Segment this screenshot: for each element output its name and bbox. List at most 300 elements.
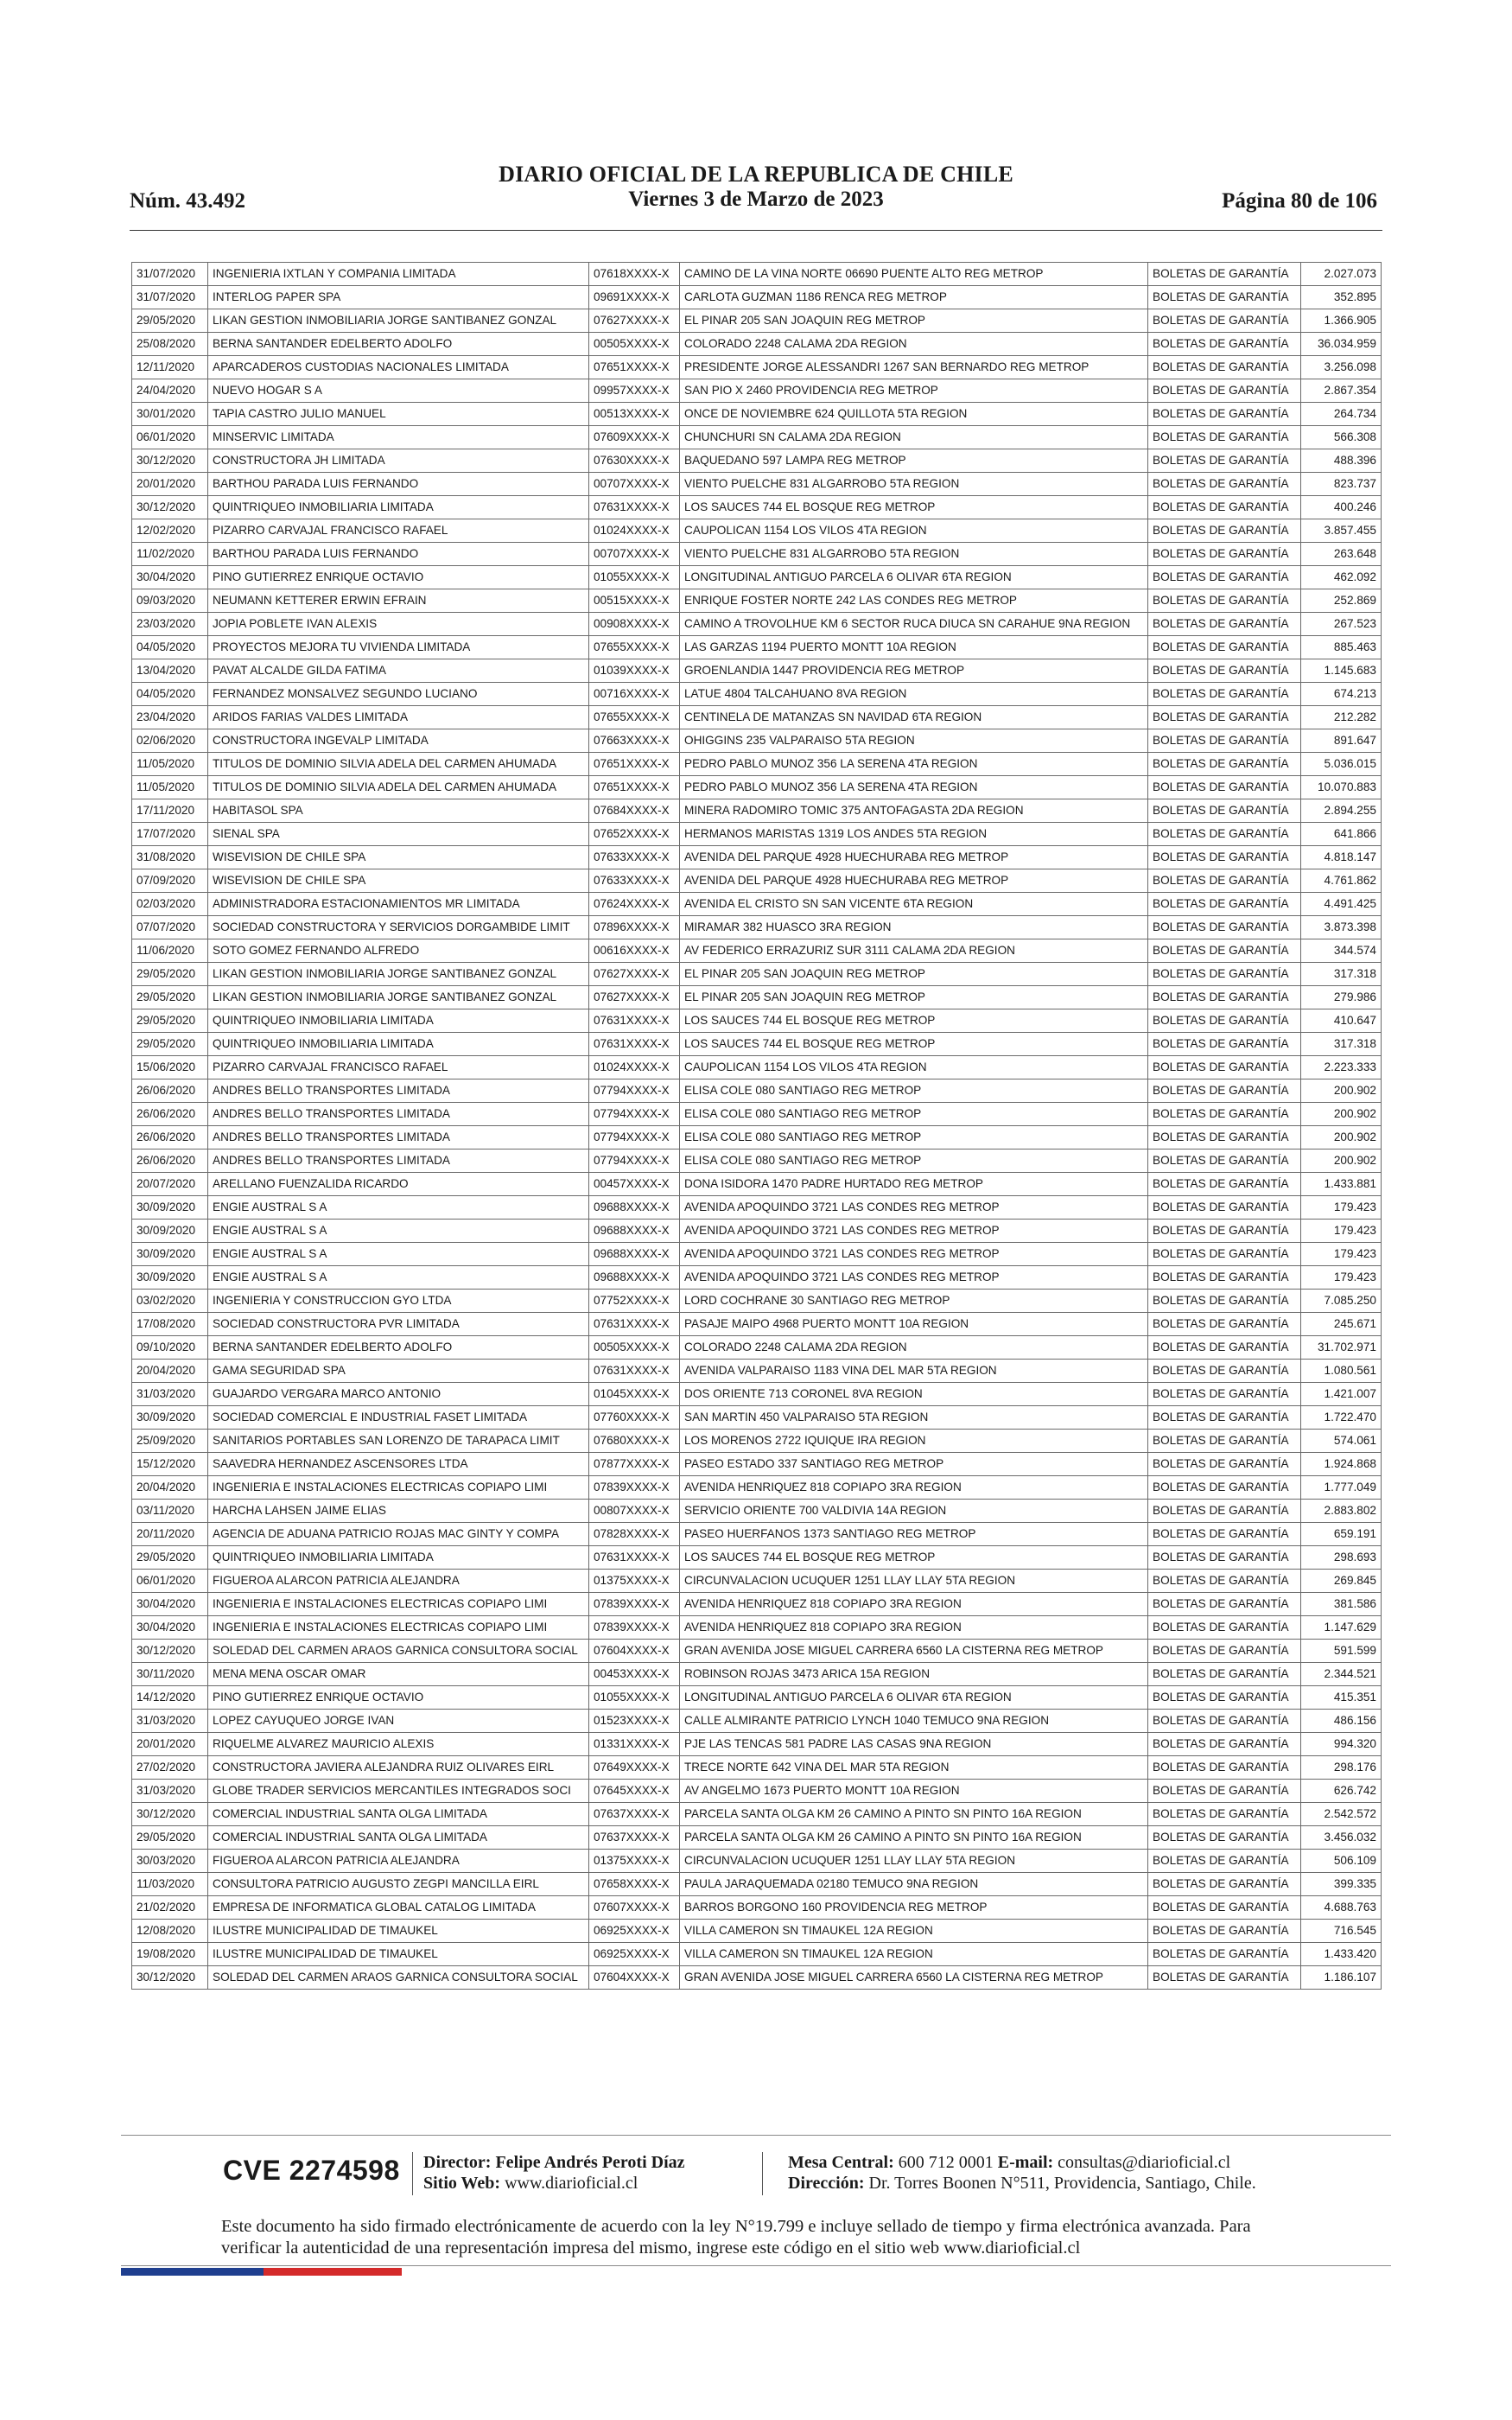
company-cell: AGENCIA DE ADUANA PATRICIO ROJAS MAC GINTY Y COMPA (208, 1523, 589, 1546)
rut-cell: 07607XXXX-X (589, 1896, 680, 1920)
amount-cell: 626.742 (1301, 1780, 1382, 1803)
company-cell: CONSTRUCTORA JH LIMITADA (208, 449, 589, 473)
type-cell: BOLETAS DE GARANTÍA (1148, 753, 1301, 776)
cve-code: CVE 2274598 (223, 2155, 400, 2186)
company-cell: FIGUEROA ALARCON PATRICIA ALEJANDRA (208, 1570, 589, 1593)
date-cell: 02/06/2020 (132, 729, 208, 753)
date-cell: 15/06/2020 (132, 1056, 208, 1079)
company-cell: LIKAN GESTION INMOBILIARIA JORGE SANTIBANEZ GONZAL (208, 986, 589, 1009)
amount-cell: 1.421.007 (1301, 1383, 1382, 1406)
amount-cell: 3.873.398 (1301, 916, 1382, 939)
company-cell: SOLEDAD DEL CARMEN ARAOS GARNICA CONSULTORA SOCIAL (208, 1966, 589, 1990)
rut-cell: 00707XXXX-X (589, 473, 680, 496)
amount-cell: 1.147.629 (1301, 1616, 1382, 1640)
company-cell: HARCHA LAHSEN JAIME ELIAS (208, 1500, 589, 1523)
flag-red-band (264, 2268, 402, 2276)
address-cell: AVENIDA DEL PARQUE 4928 HUECHURABA REG METROP (680, 846, 1148, 869)
type-cell: BOLETAS DE GARANTÍA (1148, 729, 1301, 753)
address-cell: MIRAMAR 382 HUASCO 3RA REGION (680, 916, 1148, 939)
type-cell: BOLETAS DE GARANTÍA (1148, 589, 1301, 613)
rut-cell: 07794XXXX-X (589, 1103, 680, 1126)
date-cell: 30/04/2020 (132, 1616, 208, 1640)
amount-cell: 2.344.521 (1301, 1663, 1382, 1686)
address-cell: ELISA COLE 080 SANTIAGO REG METROP (680, 1103, 1148, 1126)
rut-cell: 07637XXXX-X (589, 1803, 680, 1826)
address-cell: EL PINAR 205 SAN JOAQUIN REG METROP (680, 963, 1148, 986)
rut-cell: 07627XXXX-X (589, 309, 680, 333)
date-cell: 11/06/2020 (132, 939, 208, 963)
address-cell: COLORADO 2248 CALAMA 2DA REGION (680, 1336, 1148, 1360)
amount-cell: 1.924.868 (1301, 1453, 1382, 1476)
mesa-value: 600 712 0001 (898, 2153, 994, 2172)
rut-cell: 00505XXXX-X (589, 333, 680, 356)
type-cell: BOLETAS DE GARANTÍA (1148, 1033, 1301, 1056)
type-cell: BOLETAS DE GARANTÍA (1148, 519, 1301, 543)
address-cell: PAULA JARAQUEMADA 02180 TEMUCO 9NA REGION (680, 1873, 1148, 1896)
company-cell: PROYECTOS MEJORA TU VIVIENDA LIMITADA (208, 636, 589, 659)
type-cell: BOLETAS DE GARANTÍA (1148, 379, 1301, 403)
address-cell: AVENIDA HENRIQUEZ 818 COPIAPO 3RA REGION (680, 1476, 1148, 1500)
type-cell: BOLETAS DE GARANTÍA (1148, 916, 1301, 939)
amount-cell: 179.423 (1301, 1196, 1382, 1220)
table-row (132, 1826, 1382, 1850)
table-row (132, 1406, 1382, 1430)
rut-cell: 07609XXXX-X (589, 426, 680, 449)
rut-cell: 07631XXXX-X (589, 496, 680, 519)
amount-cell: 488.396 (1301, 449, 1382, 473)
table-row (132, 1733, 1382, 1756)
address-cell: CAMINO A TROVOLHUE KM 6 SECTOR RUCA DIUCA SN CARAHUE 9NA REGION (680, 613, 1148, 636)
type-cell: BOLETAS DE GARANTÍA (1148, 286, 1301, 309)
address-cell: AV ANGELMO 1673 PUERTO MONTT 10A REGION (680, 1780, 1148, 1803)
rut-cell: 07630XXXX-X (589, 449, 680, 473)
table-row (132, 1453, 1382, 1476)
type-cell: BOLETAS DE GARANTÍA (1148, 449, 1301, 473)
date-cell: 17/08/2020 (132, 1313, 208, 1336)
amount-cell: 591.599 (1301, 1640, 1382, 1663)
company-cell: INGENIERIA E INSTALACIONES ELECTRICAS COPIAPO LIMI (208, 1593, 589, 1616)
amount-cell: 716.545 (1301, 1920, 1382, 1943)
amount-cell: 267.523 (1301, 613, 1382, 636)
table-row (132, 683, 1382, 706)
email-value[interactable]: consultas@diarioficial.cl (1058, 2153, 1231, 2172)
amount-cell: 200.902 (1301, 1150, 1382, 1173)
rut-cell: 01039XXXX-X (589, 659, 680, 683)
type-cell: BOLETAS DE GARANTÍA (1148, 496, 1301, 519)
table-row (132, 659, 1382, 683)
date-cell: 03/02/2020 (132, 1290, 208, 1313)
table-row (132, 589, 1382, 613)
company-cell: SOLEDAD DEL CARMEN ARAOS GARNICA CONSULTORA SOCIAL (208, 1640, 589, 1663)
date-cell: 20/04/2020 (132, 1360, 208, 1383)
table-row (132, 1243, 1382, 1266)
date-cell: 31/03/2020 (132, 1710, 208, 1733)
table-row (132, 449, 1382, 473)
rut-cell: 07839XXXX-X (589, 1593, 680, 1616)
amount-cell: 317.318 (1301, 1033, 1382, 1056)
table-row (132, 706, 1382, 729)
date-cell: 26/06/2020 (132, 1079, 208, 1103)
address-cell: ONCE DE NOVIEMBRE 624 QUILLOTA 5TA REGION (680, 403, 1148, 426)
amount-cell: 36.034.959 (1301, 333, 1382, 356)
type-cell: BOLETAS DE GARANTÍA (1148, 1710, 1301, 1733)
company-cell: ILUSTRE MUNICIPALIDAD DE TIMAUKEL (208, 1943, 589, 1966)
table-row (132, 963, 1382, 986)
amount-cell: 1.186.107 (1301, 1966, 1382, 1990)
address-cell: SERVICIO ORIENTE 700 VALDIVIA 14A REGION (680, 1500, 1148, 1523)
date-cell: 04/05/2020 (132, 683, 208, 706)
address-cell: CALLE ALMIRANTE PATRICIO LYNCH 1040 TEMUCO 9NA REGION (680, 1710, 1148, 1733)
address-cell: EL PINAR 205 SAN JOAQUIN REG METROP (680, 309, 1148, 333)
rut-cell: 00908XXXX-X (589, 613, 680, 636)
date-cell: 29/05/2020 (132, 1033, 208, 1056)
company-cell: GLOBE TRADER SERVICIOS MERCANTILES INTEGRADOS SOCI (208, 1780, 589, 1803)
date-cell: 30/12/2020 (132, 1803, 208, 1826)
rut-cell: 01024XXXX-X (589, 519, 680, 543)
rut-cell: 07663XXXX-X (589, 729, 680, 753)
contact-block (788, 2152, 1256, 2194)
table-row (132, 286, 1382, 309)
type-cell: BOLETAS DE GARANTÍA (1148, 473, 1301, 496)
rut-cell: 01055XXXX-X (589, 566, 680, 589)
rut-cell: 07794XXXX-X (589, 1150, 680, 1173)
company-cell: APARCADEROS CUSTODIAS NACIONALES LIMITADA (208, 356, 589, 379)
type-cell: BOLETAS DE GARANTÍA (1148, 1453, 1301, 1476)
type-cell: BOLETAS DE GARANTÍA (1148, 1780, 1301, 1803)
table-row (132, 1500, 1382, 1523)
table-row (132, 1523, 1382, 1546)
amount-cell: 674.213 (1301, 683, 1382, 706)
date-cell: 02/03/2020 (132, 893, 208, 916)
table-row (132, 1663, 1382, 1686)
date-cell: 30/04/2020 (132, 1593, 208, 1616)
table-row (132, 1336, 1382, 1360)
company-cell: NEUMANN KETTERER ERWIN EFRAIN (208, 589, 589, 613)
rut-cell: 07839XXXX-X (589, 1616, 680, 1640)
company-cell: EMPRESA DE INFORMATICA GLOBAL CATALOG LIMITADA (208, 1896, 589, 1920)
address-cell: LORD COCHRANE 30 SANTIAGO REG METROP (680, 1290, 1148, 1313)
company-cell: ARELLANO FUENZALIDA RICARDO (208, 1173, 589, 1196)
date-cell: 30/03/2020 (132, 1850, 208, 1873)
address-cell: ENRIQUE FOSTER NORTE 242 LAS CONDES REG METROP (680, 589, 1148, 613)
type-cell: BOLETAS DE GARANTÍA (1148, 1943, 1301, 1966)
amount-cell: 641.866 (1301, 823, 1382, 846)
date-cell: 29/05/2020 (132, 309, 208, 333)
amount-cell: 885.463 (1301, 636, 1382, 659)
type-cell: BOLETAS DE GARANTÍA (1148, 1896, 1301, 1920)
company-cell: FIGUEROA ALARCON PATRICIA ALEJANDRA (208, 1850, 589, 1873)
date-cell: 30/12/2020 (132, 1640, 208, 1663)
date-cell: 30/04/2020 (132, 566, 208, 589)
type-cell: BOLETAS DE GARANTÍA (1148, 1686, 1301, 1710)
date-cell: 23/03/2020 (132, 613, 208, 636)
address-cell: EL PINAR 205 SAN JOAQUIN REG METROP (680, 986, 1148, 1009)
rut-cell: 09688XXXX-X (589, 1266, 680, 1290)
date-cell: 29/05/2020 (132, 1009, 208, 1033)
rut-cell: 07649XXXX-X (589, 1756, 680, 1780)
address-cell: CAUPOLICAN 1154 LOS VILOS 4TA REGION (680, 1056, 1148, 1079)
company-cell: INTERLOG PAPER SPA (208, 286, 589, 309)
address-cell: LOS SAUCES 744 EL BOSQUE REG METROP (680, 1009, 1148, 1033)
rut-cell: 07684XXXX-X (589, 799, 680, 823)
mesa-label: Mesa Central: (788, 2153, 894, 2172)
table-row (132, 333, 1382, 356)
company-cell: RIQUELME ALVAREZ MAURICIO ALEXIS (208, 1733, 589, 1756)
address-cell: AVENIDA HENRIQUEZ 818 COPIAPO 3RA REGION (680, 1593, 1148, 1616)
company-cell: BERNA SANTANDER EDELBERTO ADOLFO (208, 333, 589, 356)
site-label: Sitio Web: (423, 2174, 501, 2193)
table-row (132, 1196, 1382, 1220)
rut-cell: 07631XXXX-X (589, 1360, 680, 1383)
company-cell: PINO GUTIERREZ ENRIQUE OCTAVIO (208, 566, 589, 589)
date-cell: 19/08/2020 (132, 1943, 208, 1966)
rut-cell: 07631XXXX-X (589, 1313, 680, 1336)
date-cell: 31/07/2020 (132, 263, 208, 286)
table-row (132, 1640, 1382, 1663)
address-cell: BAQUEDANO 597 LAMPA REG METROP (680, 449, 1148, 473)
amount-cell: 3.256.098 (1301, 356, 1382, 379)
amount-cell: 5.036.015 (1301, 753, 1382, 776)
table-row (132, 356, 1382, 379)
type-cell: BOLETAS DE GARANTÍA (1148, 1803, 1301, 1826)
amount-cell: 823.737 (1301, 473, 1382, 496)
company-cell: ENGIE AUSTRAL S A (208, 1243, 589, 1266)
table-row (132, 893, 1382, 916)
date-cell: 15/12/2020 (132, 1453, 208, 1476)
rut-cell: 06925XXXX-X (589, 1920, 680, 1943)
date-cell: 07/09/2020 (132, 869, 208, 893)
amount-cell: 1.433.420 (1301, 1943, 1382, 1966)
amount-cell: 245.671 (1301, 1313, 1382, 1336)
amount-cell: 2.867.354 (1301, 379, 1382, 403)
header-divider (130, 230, 1382, 231)
type-cell: BOLETAS DE GARANTÍA (1148, 1290, 1301, 1313)
address-cell: AV FEDERICO ERRAZURIZ SUR 3111 CALAMA 2DA REGION (680, 939, 1148, 963)
rut-cell: 07627XXXX-X (589, 986, 680, 1009)
rut-cell: 09691XXXX-X (589, 286, 680, 309)
date-cell: 07/07/2020 (132, 916, 208, 939)
type-cell: BOLETAS DE GARANTÍA (1148, 1523, 1301, 1546)
rut-cell: 07680XXXX-X (589, 1430, 680, 1453)
amount-cell: 1.080.561 (1301, 1360, 1382, 1383)
rut-cell: 07896XXXX-X (589, 916, 680, 939)
table-row (132, 1079, 1382, 1103)
company-cell: BARTHOU PARADA LUIS FERNANDO (208, 473, 589, 496)
amount-cell: 2.223.333 (1301, 1056, 1382, 1079)
type-cell: BOLETAS DE GARANTÍA (1148, 1406, 1301, 1430)
amount-cell: 486.156 (1301, 1710, 1382, 1733)
page-header (130, 158, 1382, 220)
amount-cell: 381.586 (1301, 1593, 1382, 1616)
address-cell: PARCELA SANTA OLGA KM 26 CAMINO A PINTO SN PINTO 16A REGION (680, 1803, 1148, 1826)
amount-cell: 179.423 (1301, 1243, 1382, 1266)
address-cell: PEDRO PABLO MUNOZ 356 LA SERENA 4TA REGION (680, 776, 1148, 799)
date-cell: 11/05/2020 (132, 776, 208, 799)
date-cell: 17/07/2020 (132, 823, 208, 846)
rut-cell: 07828XXXX-X (589, 1523, 680, 1546)
table-row (132, 426, 1382, 449)
company-cell: INGENIERIA IXTLAN Y COMPANIA LIMITADA (208, 263, 589, 286)
address-cell: BARROS BORGONO 160 PROVIDENCIA REG METROP (680, 1896, 1148, 1920)
date-cell: 20/01/2020 (132, 473, 208, 496)
address-label: Dirección: (788, 2174, 865, 2193)
table-row (132, 1430, 1382, 1453)
date-cell: 23/04/2020 (132, 706, 208, 729)
address-cell: OHIGGINS 235 VALPARAISO 5TA REGION (680, 729, 1148, 753)
amount-cell: 200.902 (1301, 1079, 1382, 1103)
company-cell: INGENIERIA E INSTALACIONES ELECTRICAS COPIAPO LIMI (208, 1476, 589, 1500)
rut-cell: 07877XXXX-X (589, 1453, 680, 1476)
amount-cell: 212.282 (1301, 706, 1382, 729)
address-cell: LOS SAUCES 744 EL BOSQUE REG METROP (680, 496, 1148, 519)
address-cell: DOS ORIENTE 713 CORONEL 8VA REGION (680, 1383, 1148, 1406)
company-cell: WISEVISION DE CHILE SPA (208, 869, 589, 893)
table-row (132, 636, 1382, 659)
amount-cell: 566.308 (1301, 426, 1382, 449)
type-cell: BOLETAS DE GARANTÍA (1148, 1360, 1301, 1383)
amount-cell: 200.902 (1301, 1103, 1382, 1126)
amount-cell: 31.702.971 (1301, 1336, 1382, 1360)
rut-cell: 07794XXXX-X (589, 1126, 680, 1150)
type-cell: BOLETAS DE GARANTÍA (1148, 1196, 1301, 1220)
date-cell: 30/12/2020 (132, 1966, 208, 1990)
table-row (132, 1290, 1382, 1313)
table-row (132, 799, 1382, 823)
amount-cell: 4.688.763 (1301, 1896, 1382, 1920)
date-cell: 31/03/2020 (132, 1780, 208, 1803)
company-cell: ILUSTRE MUNICIPALIDAD DE TIMAUKEL (208, 1920, 589, 1943)
date-cell: 25/08/2020 (132, 333, 208, 356)
address-cell: LAS GARZAS 1194 PUERTO MONTT 10A REGION (680, 636, 1148, 659)
type-cell: BOLETAS DE GARANTÍA (1148, 1663, 1301, 1686)
page-number: Página 80 de 106 (1222, 189, 1377, 213)
type-cell: BOLETAS DE GARANTÍA (1148, 1336, 1301, 1360)
table-row (132, 1126, 1382, 1150)
table-row (132, 519, 1382, 543)
date-cell: 29/05/2020 (132, 986, 208, 1009)
type-cell: BOLETAS DE GARANTÍA (1148, 1966, 1301, 1990)
rut-cell: 00505XXXX-X (589, 1336, 680, 1360)
address-cell: ELISA COLE 080 SANTIAGO REG METROP (680, 1079, 1148, 1103)
amount-cell: 1.722.470 (1301, 1406, 1382, 1430)
amount-cell: 10.070.883 (1301, 776, 1382, 799)
amount-cell: 3.857.455 (1301, 519, 1382, 543)
table-row (132, 916, 1382, 939)
site-value[interactable]: www.diarioficial.cl (505, 2174, 638, 2193)
company-cell: TITULOS DE DOMINIO SILVIA ADELA DEL CARMEN AHUMADA (208, 776, 589, 799)
address-cell: AVENIDA EL CRISTO SN SAN VICENTE 6TA REGION (680, 893, 1148, 916)
address-cell: LONGITUDINAL ANTIGUO PARCELA 6 OLIVAR 6TA REGION (680, 566, 1148, 589)
amount-cell: 317.318 (1301, 963, 1382, 986)
table-row (132, 1173, 1382, 1196)
table-row (132, 1266, 1382, 1290)
amount-cell: 2.542.572 (1301, 1803, 1382, 1826)
address-cell: ROBINSON ROJAS 3473 ARICA 15A REGION (680, 1663, 1148, 1686)
amount-cell: 4.491.425 (1301, 893, 1382, 916)
type-cell: BOLETAS DE GARANTÍA (1148, 1150, 1301, 1173)
address-cell: TRECE NORTE 642 VINA DEL MAR 5TA REGION (680, 1756, 1148, 1780)
company-cell: CONSTRUCTORA JAVIERA ALEJANDRA RUIZ OLIVARES EIRL (208, 1756, 589, 1780)
company-cell: LIKAN GESTION INMOBILIARIA JORGE SANTIBANEZ GONZAL (208, 963, 589, 986)
issue-number: Núm. 43.492 (130, 189, 246, 213)
table-row (132, 939, 1382, 963)
rut-cell: 01024XXXX-X (589, 1056, 680, 1079)
table-row (132, 1803, 1382, 1826)
rut-cell: 07631XXXX-X (589, 1009, 680, 1033)
table-row (132, 309, 1382, 333)
company-cell: GAMA SEGURIDAD SPA (208, 1360, 589, 1383)
table-row (132, 1850, 1382, 1873)
date-cell: 30/12/2020 (132, 449, 208, 473)
amount-cell: 399.335 (1301, 1873, 1382, 1896)
table-row (132, 496, 1382, 519)
address-cell: AVENIDA VALPARAISO 1183 VINA DEL MAR 5TA REGION (680, 1360, 1148, 1383)
company-cell: WISEVISION DE CHILE SPA (208, 846, 589, 869)
company-cell: QUINTRIQUEO INMOBILIARIA LIMITADA (208, 496, 589, 519)
amount-cell: 2.894.255 (1301, 799, 1382, 823)
type-cell: BOLETAS DE GARANTÍA (1148, 1500, 1301, 1523)
date-cell: 31/03/2020 (132, 1383, 208, 1406)
address-cell: ELISA COLE 080 SANTIAGO REG METROP (680, 1126, 1148, 1150)
footer-divider-bottom (121, 2265, 1391, 2266)
flag-stripe (121, 2268, 402, 2276)
type-cell: BOLETAS DE GARANTÍA (1148, 356, 1301, 379)
type-cell: BOLETAS DE GARANTÍA (1148, 1220, 1301, 1243)
type-cell: BOLETAS DE GARANTÍA (1148, 683, 1301, 706)
type-cell: BOLETAS DE GARANTÍA (1148, 1009, 1301, 1033)
type-cell: BOLETAS DE GARANTÍA (1148, 1476, 1301, 1500)
date-cell: 25/09/2020 (132, 1430, 208, 1453)
date-cell: 31/08/2020 (132, 846, 208, 869)
address-cell: HERMANOS MARISTAS 1319 LOS ANDES 5TA REGION (680, 823, 1148, 846)
company-cell: BARTHOU PARADA LUIS FERNANDO (208, 543, 589, 566)
type-cell: BOLETAS DE GARANTÍA (1148, 333, 1301, 356)
type-cell: BOLETAS DE GARANTÍA (1148, 543, 1301, 566)
rut-cell: 01055XXXX-X (589, 1686, 680, 1710)
company-cell: FERNANDEZ MONSALVEZ SEGUNDO LUCIANO (208, 683, 589, 706)
address-cell: AVENIDA DEL PARQUE 4928 HUECHURABA REG METROP (680, 869, 1148, 893)
amount-cell: 264.734 (1301, 403, 1382, 426)
director-label: Director: (423, 2153, 492, 2172)
date-cell: 30/01/2020 (132, 403, 208, 426)
table-row (132, 753, 1382, 776)
table-row (132, 869, 1382, 893)
type-cell: BOLETAS DE GARANTÍA (1148, 1570, 1301, 1593)
address-cell: PRESIDENTE JORGE ALESSANDRI 1267 SAN BERNARDO REG METROP (680, 356, 1148, 379)
amount-cell: 3.456.032 (1301, 1826, 1382, 1850)
date-cell: 30/09/2020 (132, 1196, 208, 1220)
table-row (132, 1943, 1382, 1966)
type-cell: BOLETAS DE GARANTÍA (1148, 1383, 1301, 1406)
date-cell: 30/09/2020 (132, 1406, 208, 1430)
type-cell: BOLETAS DE GARANTÍA (1148, 1313, 1301, 1336)
type-cell: BOLETAS DE GARANTÍA (1148, 1733, 1301, 1756)
date-cell: 20/01/2020 (132, 1733, 208, 1756)
date-cell: 29/05/2020 (132, 1546, 208, 1570)
company-cell: MENA MENA OSCAR OMAR (208, 1663, 589, 1686)
rut-cell: 00453XXXX-X (589, 1663, 680, 1686)
amount-cell: 574.061 (1301, 1430, 1382, 1453)
amount-cell: 2.883.802 (1301, 1500, 1382, 1523)
address-cell: LOS MORENOS 2722 IQUIQUE IRA REGION (680, 1430, 1148, 1453)
rut-cell: 09957XXXX-X (589, 379, 680, 403)
address-cell: LOS SAUCES 744 EL BOSQUE REG METROP (680, 1033, 1148, 1056)
type-cell: BOLETAS DE GARANTÍA (1148, 1850, 1301, 1873)
rut-cell: 07651XXXX-X (589, 356, 680, 379)
amount-cell: 2.027.073 (1301, 263, 1382, 286)
amount-cell: 200.902 (1301, 1126, 1382, 1150)
footer-separator-2 (762, 2152, 763, 2195)
